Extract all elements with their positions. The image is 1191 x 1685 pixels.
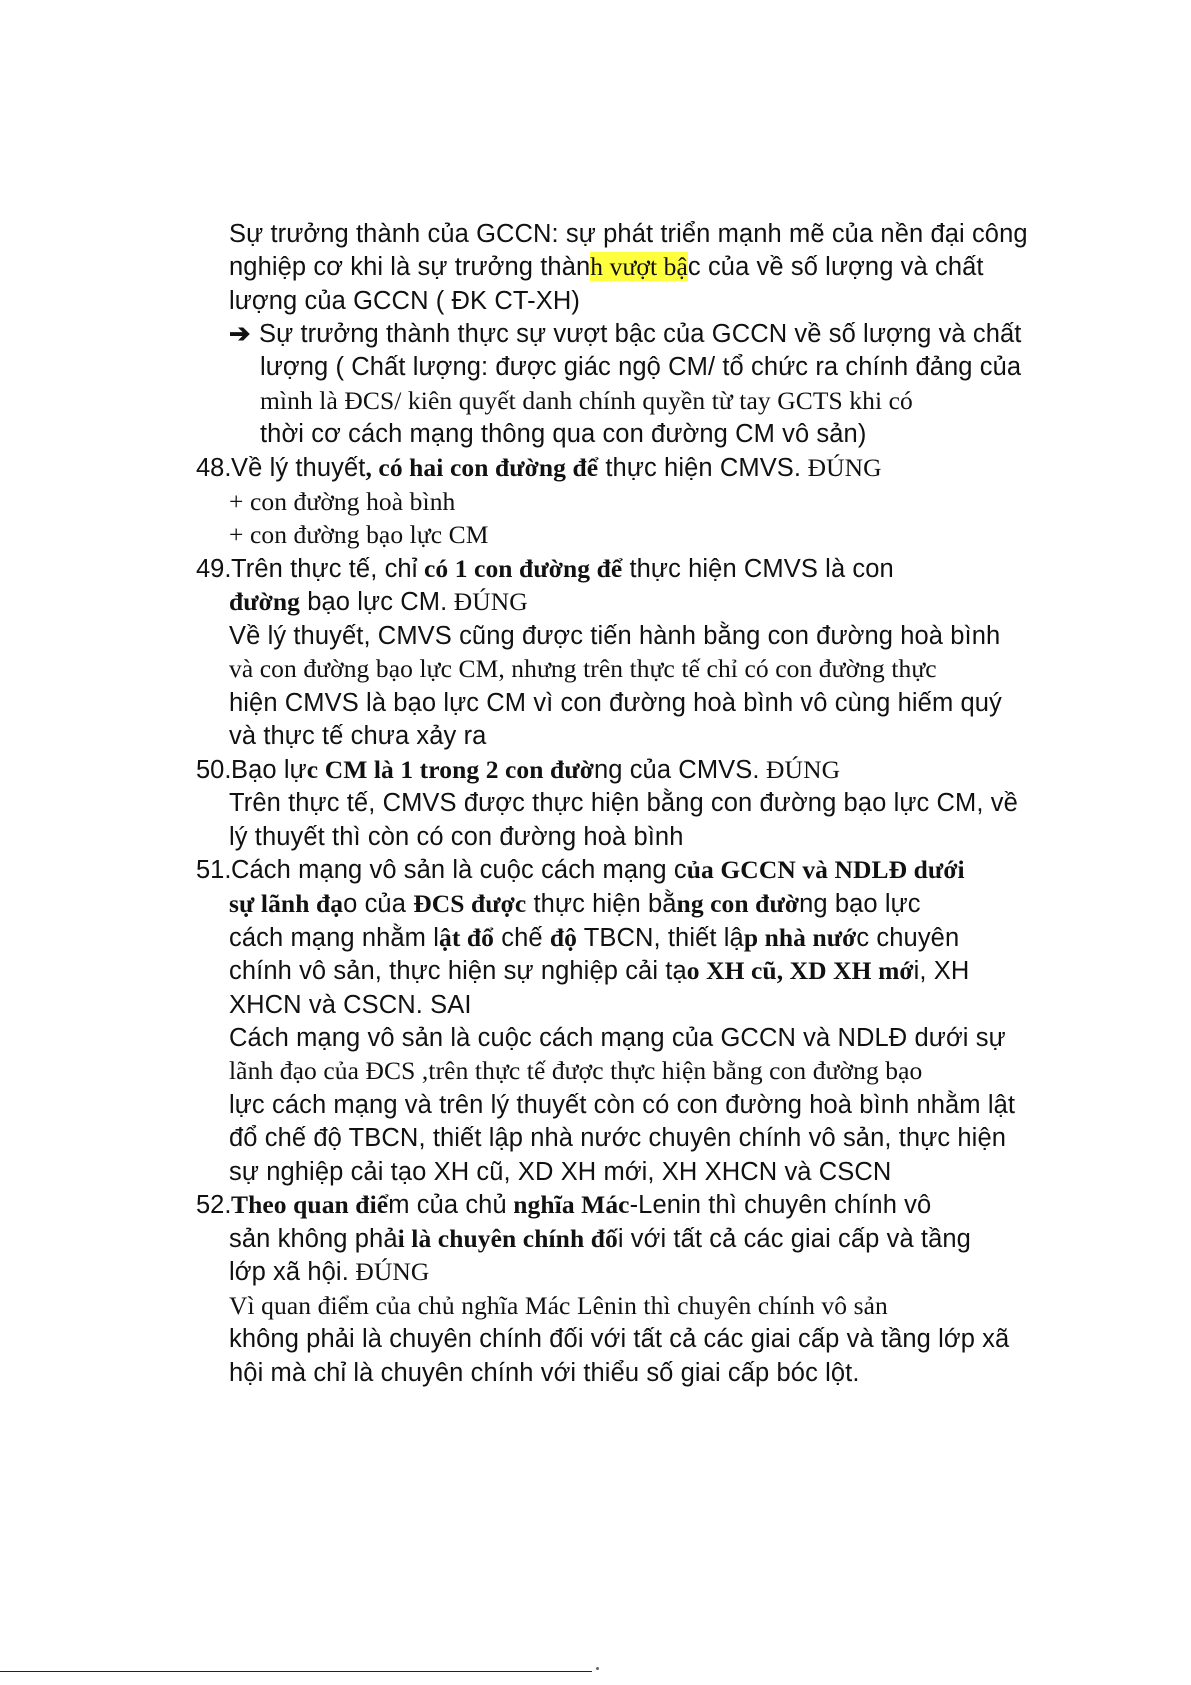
intro-line-1: Sự trưởng thành của GCCN: sự phát triển mạnh mẽ của nền đại công bbox=[229, 220, 1028, 248]
question-52-line-3: lớp xã hội. ĐÚNG bbox=[229, 1257, 430, 1286]
item-number: 48. bbox=[196, 454, 232, 482]
question-52-line-1: Theo quan điểm của chủ nghĩa Mác-Lenin thì chuyên chính vô bbox=[231, 1190, 932, 1219]
answer-48-line-2: + con đường bạo lực CM bbox=[229, 520, 489, 549]
answer-51-line-2: lãnh đạo của ĐCS ,trên thực tế được thực hiện bằng con đường bạo bbox=[229, 1056, 923, 1085]
arrow-line-3: mình là ĐCS/ kiên quyết danh chính quyền từ tay GCTS khi có bbox=[260, 386, 913, 415]
item-number: 50. bbox=[196, 756, 232, 784]
answer-52-line-2: không phải là chuyên chính đối với tất cả các giai cấp và tầng lớp xã bbox=[229, 1325, 1010, 1353]
answer-51-line-3: lực cách mạng và trên lý thuyết còn có con đường hoà bình nhằm lật bbox=[229, 1091, 1016, 1119]
question-49-line-1: Trên thực tế, chỉ có 1 con đường để thực hiện CMVS là con bbox=[231, 554, 894, 583]
item-number: 51. bbox=[196, 856, 232, 884]
arrow-line-4: thời cơ cách mạng thông qua con đường CM vô sản) bbox=[260, 420, 867, 448]
question-52-line-2: sản không phải là chuyên chính đối với tất cả các giai cấp và tầng bbox=[229, 1224, 971, 1253]
highlighted-text: h vượt bậ bbox=[590, 252, 688, 281]
verdict: ĐÚNG bbox=[759, 755, 841, 784]
intro-line-3: lượng của GCCN ( ĐK CT-XH) bbox=[229, 287, 580, 315]
answer-49-line-1: Về lý thuyết, CMVS cũng được tiến hành bằng con đường hoà bình bbox=[229, 622, 1001, 650]
answer-48-line-1: + con đường hoà bình bbox=[229, 487, 456, 516]
answer-51-line-5: sự nghiệp cải tạo XH cũ, XD XH mới, XH XHCN và CSCN bbox=[229, 1158, 892, 1186]
answer-49-line-3: hiện CMVS là bạo lực CM vì con đường hoà bình vô cùng hiếm quý bbox=[229, 689, 1002, 717]
arrow-line-2: lượng ( Chất lượng: được giác ngộ CM/ tổ chức ra chính đảng của bbox=[260, 353, 1022, 381]
answer-51-line-4: đổ chế độ TBCN, thiết lập nhà nước chuyên chính vô sản, thực hiện bbox=[229, 1124, 1007, 1152]
question-48: Về lý thuyết, có hai con đường để thực hiện CMVS. ĐÚNG bbox=[231, 453, 882, 482]
intro-line-2: nghiệp cơ khi là sự trưởng thành vượt bậc của về số lượng và chất bbox=[229, 252, 984, 281]
question-51-line-4: chính vô sản, thực hiện sự nghiệp cải tạo XH cũ, XD XH mới, XH bbox=[229, 956, 970, 985]
question-51-line-1: Cách mạng vô sản là cuộc cách mạng của GCCN và NDLĐ dưới bbox=[231, 855, 965, 884]
arrow-right-icon: ➔ bbox=[229, 320, 251, 348]
verdict: ĐÚNG bbox=[348, 1257, 430, 1286]
answer-51-line-1: Cách mạng vô sản là cuộc cách mạng của GCCN và NDLĐ dưới sự bbox=[229, 1024, 1006, 1052]
answer-49-line-2: và con đường bạo lực CM, nhưng trên thực tế chỉ có con đường thực bbox=[229, 654, 937, 683]
page-bottom-rule bbox=[0, 1671, 592, 1672]
arrow-bullet: ➔ Sự trưởng thành thực sự vượt bậc của GCCN về số lượng và chất bbox=[229, 316, 1021, 352]
answer-49-line-4: và thực tế chưa xảy ra bbox=[229, 722, 487, 750]
question-51-line-3: cách mạng nhằm lật đổ chế độ TBCN, thiết lập nhà nước chuyên bbox=[229, 923, 960, 952]
verdict: ĐÚNG bbox=[801, 453, 882, 482]
item-number: 49. bbox=[196, 555, 232, 583]
item-number: 52. bbox=[196, 1191, 232, 1219]
answer-52-line-3: hội mà chỉ là chuyên chính với thiểu số giai cấp bóc lột. bbox=[229, 1359, 860, 1387]
question-49-line-2: đường bạo lực CM. ĐÚNG bbox=[229, 587, 528, 616]
answer-52-line-1: Vì quan điểm của chủ nghĩa Mác Lênin thì chuyên chính vô sản bbox=[229, 1291, 888, 1320]
page-bottom-mark bbox=[596, 1667, 599, 1670]
verdict: SAI bbox=[423, 991, 472, 1019]
question-50: Bạo lực CM là 1 trong 2 con đường của CMVS. ĐÚNG bbox=[231, 755, 841, 784]
answer-50-line-1: Trên thực tế, CMVS được thực hiện bằng con đường bạo lực CM, về bbox=[229, 789, 1018, 817]
answer-50-line-2: lý thuyết thì còn có con đường hoà bình bbox=[229, 823, 684, 851]
question-51-line-2: sự lãnh đạo của ĐCS được thực hiện bằng con đường bạo lực bbox=[229, 889, 921, 918]
verdict: ĐÚNG bbox=[447, 587, 528, 616]
question-51-line-5: XHCN và CSCN. SAI bbox=[229, 991, 472, 1019]
